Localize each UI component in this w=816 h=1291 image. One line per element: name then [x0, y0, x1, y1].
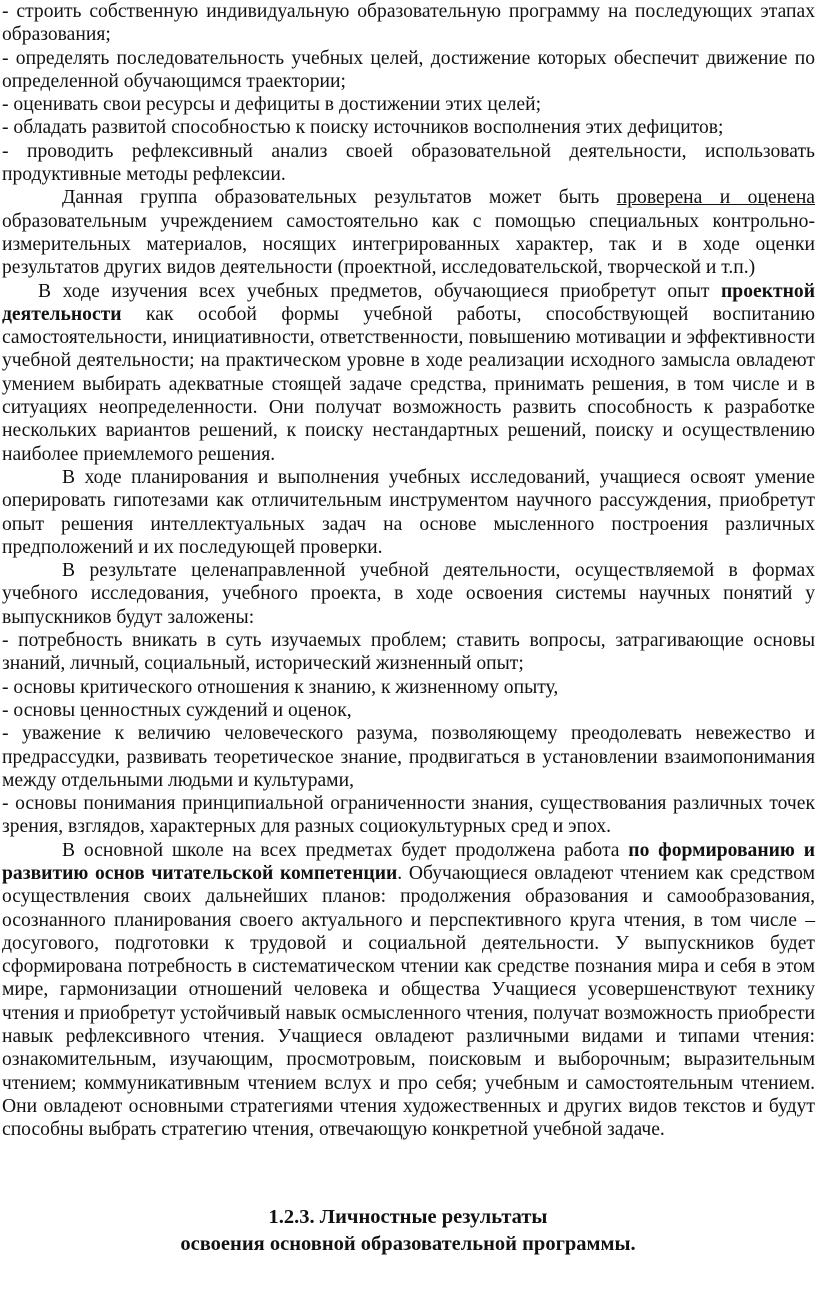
underlined-phrase: проверена и оценена	[616, 187, 815, 209]
text-run: . Обучающиеся овладеют чтением как средством осуществления своих дальнейших планов: продолжения образования и самообразования, осознанного планирования своего актуального и перспективного круга чтения, в том числе – досугового, подготовки к трудовой и социальной деятельности. У выпускников будет сформирована потребность в систематическом чтении как средстве познания мира и себя в этом мире, гармонизации отношений человека и общества Учащиеся усовершенствуют технику чтения и приобретут устойчивый навык осмысленного чтения, получат возможность приобрести навык рефлексивного чтения. Учащиеся овладеют различными видами и типами чтения: ознакомительным, изучающим, просмотровым, поисковым и выборочным; выразительным чтением; коммуникативным чтением вслух и про себя; учебным и самостоятельным чтением. Они овладеют основными стратегиями чтения художественных и других видов текстов и будут способны выбрать стратегию чтения, отвечающую конкретной учебной задаче.	[2, 862, 815, 1141]
list-item: - проводить рефлексивный анализ своей образовательной деятельности, использовать продуктивные методы рефлексии.	[2, 140, 815, 186]
paragraph-research: В ходе планирования и выполнения учебных исследований, учащиеся освоят умение оперировать гипотезами как отличительным инструментом научного рассуждения, приобретут опыт решения интеллектуальных задач на основе мысленного построения различных предположений и их последующей проверки.	[2, 466, 815, 558]
list-item: - строить собственную индивидуальную образовательную программу на последующих этапах образования;	[2, 1, 815, 46]
text-run: В ходе изучения всех учебных предметов, обучающиеся приобретут опыт	[38, 280, 722, 302]
paragraph-reading-competence	[2, 839, 815, 1142]
document-body	[2, 0, 815, 1142]
section-heading	[0, 1204, 816, 1258]
bold-phrase: проектной деятельности	[2, 280, 815, 325]
heading-line: освоения основной образовательной программы.	[180, 1233, 636, 1255]
foundations-list	[2, 629, 815, 839]
bold-phrase: по формированию и развитию основ читательской компетенции	[2, 839, 815, 884]
list-item: - оценивать свои ресурсы и дефициты в достижении этих целей;	[2, 94, 542, 116]
paragraph-results-intro: В результате целенаправленной учебной деятельности, осуществляемой в формах учебного исследования, учебного проекта, в ходе освоения системы научных понятий у выпускников будут заложены:	[2, 560, 815, 628]
paragraph-assessment	[2, 186, 815, 279]
list-item: - основы ценностных суждений и оценок,	[2, 699, 352, 721]
text-run: В основной школе на всех предметах будет продолжена работа	[62, 839, 629, 861]
list-item: - основы понимания принципиальной ограниченности знания, существования различных точек зрения, взглядов, характерных для разных социокультурных сред и эпох.	[2, 793, 815, 838]
paragraph-project-activity	[2, 280, 815, 466]
text-run: образовательным учреждением самостоятельно как с помощью специальных контрольно-измерительных материалов, носящих интегрированных характер, так и в ходе оценки результатов других видов деятельности (проектной, исследовательской, творческой и т.п.)	[2, 210, 815, 279]
text-run: как особой формы учебной работы, способствующей воспитанию самостоятельности, инициативности, ответственности, повышению мотивации и эффективности учебной деятельности; на практическом уровне в ходе реализации исходного замысла овладеют умением выбирать адекватные стоящей задаче средства, принимать решения, в том числе и в ситуациях неопределенности. Они получат возможность развить способность к разработке нескольких вариантов решений, к поиску нестандартных решений, поиску и осуществлению наиболее приемлемого решения.	[2, 303, 815, 465]
list-item: - уважение к величию человеческого разума, позволяющему преодолевать невежество и предрассудки, развивать теоретическое знание, продвигаться в установлении взаимопонимания между отдельными людьми и культурами,	[2, 723, 815, 791]
heading-line: 1.2.3. Личностные результаты	[268, 1206, 548, 1228]
skills-list	[2, 0, 815, 186]
list-item: - потребность вникать в суть изучаемых проблем; ставить вопросы, затрагивающие основы знаний, личный, социальный, исторический жизненный опыт;	[2, 630, 815, 675]
list-item: - определять последовательность учебных целей, достижение которых обеспечит движение по определенной обучающимся траектории;	[2, 47, 815, 92]
list-item: - основы критического отношения к знанию, к жизненному опыту,	[2, 676, 559, 698]
list-item: - обладать развитой способностью к поиску источников восполнения этих дефицитов;	[2, 117, 724, 139]
text-run: Данная группа образовательных результатов может быть	[62, 187, 617, 209]
